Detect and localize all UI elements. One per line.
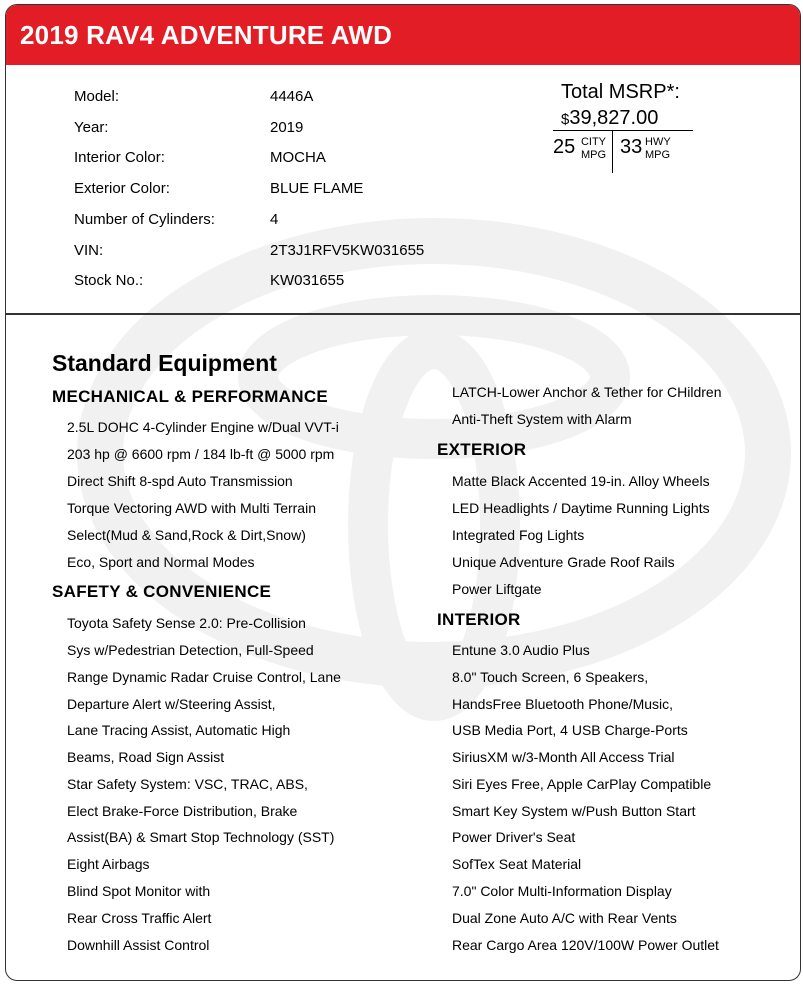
list-item: Assist(BA) & Smart Stop Technology (SST) xyxy=(67,829,335,845)
list-item: Torque Vectoring AWD with Multi Terrain xyxy=(67,500,316,516)
spec-value: KW031655 xyxy=(270,272,345,289)
list-item: 2.5L DOHC 4-Cylinder Engine w/Dual VVT-i xyxy=(67,419,339,435)
title-banner xyxy=(6,5,800,65)
spec-value: 4446A xyxy=(270,88,314,105)
currency-symbol: $ xyxy=(561,111,570,128)
spec-value: 4 xyxy=(270,211,279,228)
spec-label: Exterior Color: xyxy=(74,180,170,197)
list-item: Toyota Safety Sense 2.0: Pre-Collision xyxy=(67,615,306,631)
mpg-label: MPG xyxy=(645,149,671,161)
list-item: Direct Shift 8-spd Auto Transmission xyxy=(67,473,293,489)
exterior-heading: EXTERIOR xyxy=(437,440,527,459)
list-item: Eco, Sport and Normal Modes xyxy=(67,554,255,570)
spec-value: 2019 xyxy=(270,119,304,136)
list-item: Beams, Road Sign Assist xyxy=(67,749,225,765)
city-mpg-label xyxy=(580,136,606,162)
list-item: USB Media Port, 4 USB Charge-Ports xyxy=(452,722,688,738)
list-item: Range Dynamic Radar Cruise Control, Lane xyxy=(67,669,341,685)
city-label: CITY xyxy=(580,136,606,148)
mechanical-heading: MECHANICAL & PERFORMANCE xyxy=(52,387,329,406)
section-divider xyxy=(6,313,800,315)
list-item: SofTex Seat Material xyxy=(452,856,582,872)
list-item: SiriusXM w/3-Month All Access Trial xyxy=(452,749,675,765)
list-item: Anti-Theft System with Alarm xyxy=(452,411,632,427)
spec-value: MOCHA xyxy=(270,149,326,166)
list-item: Power Liftgate xyxy=(452,581,542,597)
list-item: Departure Alert w/Steering Assist, xyxy=(67,696,276,712)
list-item: Downhill Assist Control xyxy=(67,937,210,953)
list-item: Unique Adventure Grade Roof Rails xyxy=(452,554,675,570)
list-item: Star Safety System: VSC, TRAC, ABS, xyxy=(67,776,308,792)
list-item: Power Driver's Seat xyxy=(452,829,576,845)
interior-heading: INTERIOR xyxy=(437,610,521,629)
list-item: Smart Key System w/Push Button Start xyxy=(452,803,696,819)
mpg-divider xyxy=(612,130,613,173)
mpg-label: MPG xyxy=(580,149,606,161)
window-sticker xyxy=(5,4,801,981)
list-item: Blind Spot Monitor with xyxy=(67,883,211,899)
list-item: HandsFree Bluetooth Phone/Music, xyxy=(452,696,674,712)
list-item: Select(Mud & Sand,Rock & Dirt,Snow) xyxy=(67,527,306,543)
msrp-label: Total MSRP*: xyxy=(561,81,680,103)
vehicle-title: 2019 RAV4 ADVENTURE AWD xyxy=(20,20,393,50)
list-item: Lane Tracing Assist, Automatic High xyxy=(67,722,291,738)
spec-label: Year: xyxy=(74,119,109,136)
list-item: Integrated Fog Lights xyxy=(452,527,585,543)
list-item: Sys w/Pedestrian Detection, Full-Speed xyxy=(67,642,314,658)
hwy-mpg-value: 33 xyxy=(620,136,643,158)
spec-label: VIN: xyxy=(74,242,104,259)
list-item: Rear Cargo Area 120V/100W Power Outlet xyxy=(452,937,719,953)
list-item: Entune 3.0 Audio Plus xyxy=(452,642,590,658)
list-item: LED Headlights / Daytime Running Lights xyxy=(452,500,710,516)
list-item: Elect Brake-Force Distribution, Brake xyxy=(67,803,298,819)
city-mpg-value: 25 xyxy=(553,136,576,158)
list-item: 7.0" Color Multi-Information Display xyxy=(452,883,672,899)
list-item: 203 hp @ 6600 rpm / 184 lb-ft @ 5000 rpm xyxy=(67,446,335,462)
spec-value: 2T3J1RFV5KW031655 xyxy=(270,242,425,259)
list-item: 8.0" Touch Screen, 6 Speakers, xyxy=(452,669,649,685)
list-item: Siri Eyes Free, Apple CarPlay Compatible xyxy=(452,776,712,792)
list-item: Eight Airbags xyxy=(67,856,150,872)
list-item: Matte Black Accented 19-in. Alloy Wheels xyxy=(452,473,710,489)
list-item: LATCH-Lower Anchor & Tether for CHildren xyxy=(452,384,722,400)
msrp-underline xyxy=(553,130,693,131)
safety-heading: SAFETY & CONVENIENCE xyxy=(52,582,272,601)
list-item: Rear Cross Traffic Alert xyxy=(67,910,212,926)
spec-label: Model: xyxy=(74,88,120,105)
msrp-price: 39,827.00 xyxy=(569,107,659,129)
spec-label: Stock No.: xyxy=(74,272,144,289)
spec-value: BLUE FLAME xyxy=(270,180,364,197)
hwy-mpg-label xyxy=(645,136,671,162)
spec-label: Number of Cylinders: xyxy=(74,211,215,228)
standard-equipment-title: Standard Equipment xyxy=(52,350,277,376)
list-item: Dual Zone Auto A/C with Rear Vents xyxy=(452,910,677,926)
hwy-label: HWY xyxy=(645,136,671,148)
spec-label: Interior Color: xyxy=(74,149,165,166)
msrp-amount xyxy=(561,107,658,130)
